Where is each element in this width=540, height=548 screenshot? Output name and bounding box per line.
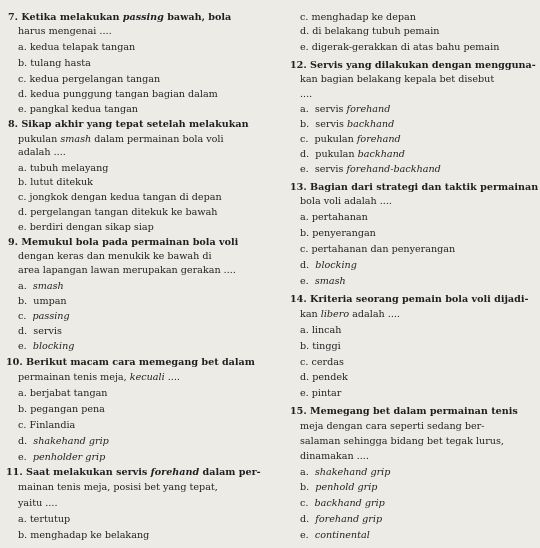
q11-option-b[interactable]: b. menghadap ke belakang (18, 530, 150, 541)
q11-option-a[interactable]: a. tertutup (18, 514, 71, 525)
q14-stem-text-b: adalah .... (352, 309, 400, 320)
q8-option-a[interactable]: a. tubuh melayang (18, 163, 109, 174)
q12-option-a[interactable]: a. servis forehand (300, 104, 391, 115)
q9-stem-line1: 9. Memukul bola pada permainan bola voli (8, 237, 239, 248)
q7-stem-text: 7. Ketika melakukan (8, 12, 120, 23)
q7-option-a[interactable]: a. kedua telapak tangan (18, 42, 136, 53)
q15-option-a-text: shakehand grip (314, 467, 391, 478)
q12-option-a-text: servis forehand (314, 104, 391, 115)
q10-option-b[interactable]: b. pegangan pena (18, 404, 105, 415)
q9-option-e[interactable]: e. blocking (18, 341, 75, 352)
q12-stem-line3: .... (300, 89, 313, 100)
q9-option-b[interactable]: b. umpan (18, 296, 67, 307)
q7-option-d-right[interactable]: d. di belakang tubuh pemain (300, 26, 440, 37)
q14-option-a[interactable]: a. lincah (300, 325, 342, 336)
q14-option-c[interactable]: c. cerdas (300, 357, 344, 368)
q11-stem-text-a: 11. Saat melakukan servis (6, 467, 148, 478)
q15-stem-line2: meja dengan cara seperti sedang ber- (300, 421, 485, 432)
q10-stem-text-a: permainan tenis meja, (18, 372, 127, 383)
q7-option-c[interactable]: c. kedua pergelangan tangan (18, 74, 161, 85)
q8-stem-line3: adalah .... (18, 147, 66, 158)
q10-stem-term: kecuali (129, 372, 165, 383)
q15-stem-line4: dinamakan .... (300, 451, 369, 462)
q15-option-d-text: forehand grip (315, 514, 383, 525)
q9-option-d-text: servis (33, 326, 62, 337)
q12-option-b[interactable]: b. servis backhand (300, 119, 395, 130)
q13-option-b[interactable]: b. penyerangan (300, 228, 376, 239)
q10-stem-text-b: .... (167, 372, 180, 383)
q8-stem-line2 (18, 134, 224, 146)
q11-stem-term: forehand (150, 467, 200, 478)
q7-stem-line2: harus mengenai .... (18, 26, 112, 37)
q11-stem-text-b: dalam per- (202, 467, 261, 478)
q9-option-e-text: blocking (32, 341, 75, 352)
q8-stem-text-b: dalam permainan bola voli (94, 134, 224, 145)
q8-option-b[interactable]: b. lutut ditekuk (18, 177, 93, 188)
q12-stem-line1: 12. Servis yang dilakukan dengan mengguna- (290, 60, 536, 71)
q13-option-e[interactable]: e. smash (300, 276, 346, 287)
q15-stem-line3: salaman sehingga bidang bet tegak lurus, (300, 436, 504, 447)
q8-option-e[interactable]: e. berdiri dengan sikap siap (18, 222, 154, 233)
q8-stem-line1: 8. Sikap akhir yang tepat setelah melakukan (8, 119, 249, 130)
q7-option-d[interactable]: d. kedua punggung tangan bagian dalam (18, 89, 218, 100)
q14-option-b[interactable]: b. tinggi (300, 341, 341, 352)
q11-stem-line2: mainan tenis meja, posisi bet yang tepat, (18, 482, 218, 493)
q9-option-b-text: umpan (33, 296, 67, 307)
q14-stem-text-a: kan (300, 309, 318, 320)
q15-option-c-text: backhand grip (314, 498, 385, 509)
q9-option-c-text: passing (32, 311, 70, 322)
q13-option-d-text: blocking (315, 260, 357, 271)
q10-option-e[interactable]: e. penholder grip (18, 452, 106, 463)
q10-stem-line1: 10. Berikut macam cara memegang bet dalam (6, 357, 255, 368)
q10-stem-line2 (18, 372, 180, 384)
q9-option-a-text: smash (32, 281, 64, 292)
q8-stem-term: smash (60, 134, 92, 145)
q9-option-c[interactable]: c. passing (18, 311, 70, 322)
q13-option-a[interactable]: a. pertahanan (300, 212, 368, 223)
q15-option-e-text: continental (314, 530, 370, 541)
q7-stem-line1 (8, 12, 231, 24)
q10-option-a[interactable]: a. berjabat tangan (18, 388, 108, 399)
q15-option-b[interactable]: b. penhold grip (300, 482, 378, 493)
q9-stem-line2: dengan keras dan menukik ke bawah di (18, 251, 212, 262)
q10-option-c[interactable]: c. Finlandia (18, 420, 76, 431)
q10-option-d-text: shakehand grip (33, 436, 109, 447)
q13-stem-line2: bola voli adalah .... (300, 196, 392, 207)
q12-option-e-text: servis forehand-backhand (314, 164, 441, 175)
q14-stem-line1: 14. Kriteria seorang pemain bola voli dijadi- (290, 294, 529, 305)
q12-stem-line2: kan bagian belakang kepala bet disebut (300, 74, 495, 85)
q12-option-d-text: pukulan backhand (315, 149, 405, 160)
q15-option-b-text: penhold grip (315, 482, 378, 493)
q12-option-b-text: servis backhand (315, 119, 395, 130)
q15-option-a[interactable]: a. shakehand grip (300, 467, 391, 478)
q14-option-e[interactable]: e. pintar (300, 388, 342, 399)
q7-option-b[interactable]: b. tulang hasta (18, 58, 91, 69)
q7-option-c-right[interactable]: c. menghadap ke depan (300, 12, 416, 23)
q7-option-e-right[interactable]: e. digerak-gerakkan di atas bahu pemain (300, 42, 500, 53)
q9-stem-line3: area lapangan lawan merupakan gerakan .... (18, 265, 236, 276)
q8-option-c[interactable]: c. jongkok dengan kedua tangan di depan (18, 192, 222, 203)
q14-stem-line2 (300, 309, 400, 321)
q15-option-c[interactable]: c. backhand grip (300, 498, 385, 509)
q12-option-d[interactable]: d. pukulan backhand (300, 149, 405, 160)
q12-option-c-text: pukulan forehand (314, 134, 401, 145)
q7-stem-text-end: bawah, bola (167, 12, 232, 23)
q11-stem-line1 (6, 467, 261, 479)
q15-stem-line1: 15. Memegang bet dalam permainan tenis (290, 406, 518, 417)
q13-option-c[interactable]: c. pertahanan dan penyerangan (300, 244, 456, 255)
q15-option-e[interactable]: e. continental (300, 530, 370, 541)
q7-option-e[interactable]: e. pangkal kedua tangan (18, 104, 138, 115)
q12-option-c[interactable]: c. pukulan forehand (300, 134, 401, 145)
q14-option-d[interactable]: d. pendek (300, 372, 348, 383)
q7-stem-term: passing (122, 12, 164, 23)
q10-option-e-text: penholder grip (32, 452, 106, 463)
q10-option-d[interactable]: d. shakehand grip (18, 436, 109, 447)
q15-option-d[interactable]: d. forehand grip (300, 514, 383, 525)
q12-option-e[interactable]: e. servis forehand-backhand (300, 164, 441, 175)
q11-stem-line3: yaitu .... (18, 498, 58, 509)
q13-option-e-text: smash (314, 276, 346, 287)
q13-option-d[interactable]: d. blocking (300, 260, 357, 271)
q14-stem-term: libero (320, 309, 350, 320)
q13-stem-line1: 13. Bagian dari strategi dan taktik permainan (290, 182, 539, 193)
q8-option-d[interactable]: d. pergelangan tangan ditekuk ke bawah (18, 207, 218, 218)
q9-option-d[interactable]: d. servis (18, 326, 62, 337)
q9-option-a[interactable]: a. smash (18, 281, 64, 292)
q8-stem-text-a: pukulan (18, 134, 58, 145)
